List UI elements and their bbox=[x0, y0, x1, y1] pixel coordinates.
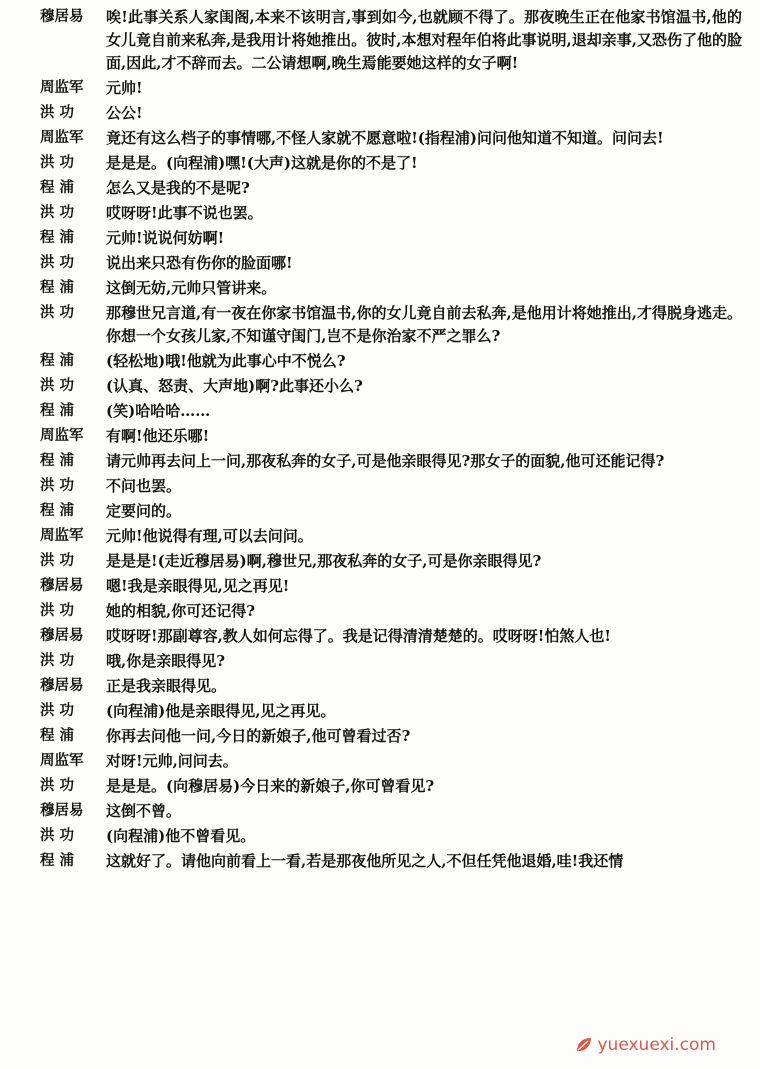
dialogue-line bbox=[40, 350, 742, 373]
speaker-name: 洪 功 bbox=[40, 478, 75, 494]
speaker-name: 程 浦 bbox=[40, 230, 75, 246]
speaker-name: 洪 功 bbox=[40, 828, 75, 844]
dialogue-text: 有啊!他还乐哪! bbox=[106, 427, 210, 445]
dialogue-line bbox=[40, 750, 742, 773]
dialogue-text: 是是是!(走近穆居易)啊,穆世兄,那夜私奔的女子,可是你亲眼得见? bbox=[106, 552, 542, 570]
speaker-name: 洪 功 bbox=[40, 653, 75, 669]
dialogue-line bbox=[40, 177, 742, 200]
dialogue-line bbox=[40, 375, 742, 398]
speaker-name: 程 浦 bbox=[40, 453, 75, 469]
speaker-name: 周监军 bbox=[40, 428, 84, 444]
dialogue-text: 是是是。(向程浦)嘿!(大声)这就是你的不是了! bbox=[106, 154, 418, 172]
dialogue-text: 这倒不曾。 bbox=[106, 802, 182, 820]
dialogue-text: 唉!此事关系人家闺阁,本来不该明言,事到如今,也就顾不得了。那夜晚生正在他家书馆温书,他的女儿竟自前来私奔,是我用计将她推出。彼时,本想对程年伯将此事说明,退却亲事,又恐伤了他的脸面,因此,才不辞而去。二公请想啊,晚生焉能要她这样的女子啊! bbox=[106, 8, 742, 72]
speaker-name: 洪 功 bbox=[40, 205, 75, 221]
dialogue-line bbox=[40, 725, 742, 748]
dialogue-line bbox=[40, 575, 742, 598]
dialogue-text: 不问也罢。 bbox=[106, 477, 182, 495]
dialogue-text: 说出来只恐有伤你的脸面哪! bbox=[106, 254, 293, 272]
speaker-name: 程 浦 bbox=[40, 728, 75, 744]
dialogue-line bbox=[40, 400, 742, 423]
dialogue-text: 对呀!元帅,问问去。 bbox=[106, 752, 238, 770]
dialogue-text: 嗯!我是亲眼得见,见之再见! bbox=[106, 577, 290, 595]
speaker-name: 洪 功 bbox=[40, 553, 75, 569]
speaker-name: 穆居易 bbox=[40, 803, 84, 819]
dialogue-text: 哦,你是亲眼得见? bbox=[106, 652, 226, 670]
speaker-name: 洪 功 bbox=[40, 305, 75, 321]
dialogue-line bbox=[40, 500, 742, 523]
dialogue-text: (认真、怒责、大声地)啊?此事还小么? bbox=[106, 377, 363, 395]
dialogue-line bbox=[40, 650, 742, 673]
speaker-name: 穆居易 bbox=[40, 578, 84, 594]
speaker-name: 洪 功 bbox=[40, 703, 75, 719]
dialogue-line bbox=[40, 475, 742, 498]
watermark-text: yuexuexi.com bbox=[597, 1035, 716, 1055]
dialogue-line bbox=[40, 550, 742, 573]
speaker-name: 程 浦 bbox=[40, 180, 75, 196]
speaker-name: 穆居易 bbox=[40, 678, 84, 694]
dialogue-text: 这就好了。请他向前看上一看,若是那夜他所见之人,不但任凭他退婚,哇!我还情 bbox=[106, 852, 624, 870]
dialogue-text: 她的相貌,你可还记得? bbox=[106, 602, 256, 620]
speaker-name: 程 浦 bbox=[40, 280, 75, 296]
dialogue-text: 元帅! bbox=[106, 79, 143, 97]
dialogue-line bbox=[40, 600, 742, 623]
speaker-name: 周监军 bbox=[40, 80, 84, 96]
speaker-name: 周监军 bbox=[40, 753, 84, 769]
dialogue-text: (笑)哈哈哈…… bbox=[106, 402, 211, 420]
speaker-name: 程 浦 bbox=[40, 853, 75, 869]
dialogue-text: (向程浦)他是亲眼得见,见之再见。 bbox=[106, 702, 336, 720]
dialogue-line bbox=[40, 450, 742, 473]
dialogue-line bbox=[40, 700, 742, 723]
speaker-name: 洪 功 bbox=[40, 778, 75, 794]
dialogue-line bbox=[40, 227, 742, 250]
speaker-name: 程 浦 bbox=[40, 353, 75, 369]
dialogue-text: 公公! bbox=[106, 104, 143, 122]
dialogue-line bbox=[40, 525, 742, 548]
dialogue-line bbox=[40, 675, 742, 698]
dialogue-text: 这倒无妨,元帅只管讲来。 bbox=[106, 279, 277, 297]
speaker-name: 洪 功 bbox=[40, 603, 75, 619]
dialogue-line bbox=[40, 127, 742, 150]
dialogue-line bbox=[40, 302, 742, 348]
dialogue-text: 那穆世兄言道,有一夜在你家书馆温书,你的女儿竟自前去私奔,是他用计将她推出,才得脱身逃走。你想一个女孩儿家,不知谨守闺门,岂不是你治家不严之罪么? bbox=[106, 304, 742, 345]
speaker-name: 程 浦 bbox=[40, 503, 75, 519]
leaf-logo-icon bbox=[574, 1035, 594, 1055]
dialogue-line bbox=[40, 202, 742, 225]
dialogue-line bbox=[40, 152, 742, 175]
dialogue-text: 定要问的。 bbox=[106, 502, 182, 520]
speaker-name: 穆居易 bbox=[40, 9, 84, 25]
dialogue-text: (轻松地)哦!他就为此事心中不悦么? bbox=[106, 352, 346, 370]
speaker-name: 周监军 bbox=[40, 528, 84, 544]
dialogue-text: 怎么又是我的不是呢? bbox=[106, 179, 250, 197]
dialogue-line bbox=[40, 277, 742, 300]
dialogue-line bbox=[40, 775, 742, 798]
dialogue-text: 元帅!他说得有理,可以去问问。 bbox=[106, 527, 313, 545]
speaker-name: 程 浦 bbox=[40, 403, 75, 419]
dialogue-text: 你再去问他一问,今日的新娘子,他可曾看过否? bbox=[106, 727, 411, 745]
dialogue-line bbox=[40, 252, 742, 275]
speaker-name: 洪 功 bbox=[40, 378, 75, 394]
dialogue-line bbox=[40, 850, 742, 873]
dialogue-line bbox=[40, 625, 742, 648]
dialogue-text: 哎呀呀!那副尊容,教人如何忘得了。我是记得清清楚楚的。哎呀呀!怕煞人也! bbox=[106, 627, 611, 645]
dialogue-text: 请元帅再去问上一问,那夜私奔的女子,可是他亲眼得见?那女子的面貌,他可还能记得? bbox=[106, 452, 665, 470]
dialogue-text: 是是是。(向穆居易)今日来的新娘子,你可曾看见? bbox=[106, 777, 435, 795]
speaker-name: 洪 功 bbox=[40, 255, 75, 271]
speaker-name: 穆居易 bbox=[40, 628, 84, 644]
dialogue-line bbox=[40, 6, 742, 75]
dialogue-line bbox=[40, 425, 742, 448]
dialogue-text: 正是我亲眼得见。 bbox=[106, 677, 227, 695]
dialogue-line bbox=[40, 825, 742, 848]
dialogue-line bbox=[40, 800, 742, 823]
dialogue-line bbox=[40, 77, 742, 100]
dialogue-text: 哎呀呀!此事不说也罢。 bbox=[106, 204, 263, 222]
speaker-name: 洪 功 bbox=[40, 105, 75, 121]
speaker-name: 周监军 bbox=[40, 130, 84, 146]
speaker-name: 洪 功 bbox=[40, 155, 75, 171]
dialogue-line bbox=[40, 102, 742, 125]
dialogue-text: 竟还有这么档子的事情哪,不怪人家就不愿意啦!(指程浦)问问他知道不知道。问问去! bbox=[106, 129, 664, 147]
dialogue-text: 元帅!说说何妨啊! bbox=[106, 229, 225, 247]
watermark bbox=[574, 1035, 717, 1055]
dialogue-text: (向程浦)他不曾看见。 bbox=[106, 827, 256, 845]
